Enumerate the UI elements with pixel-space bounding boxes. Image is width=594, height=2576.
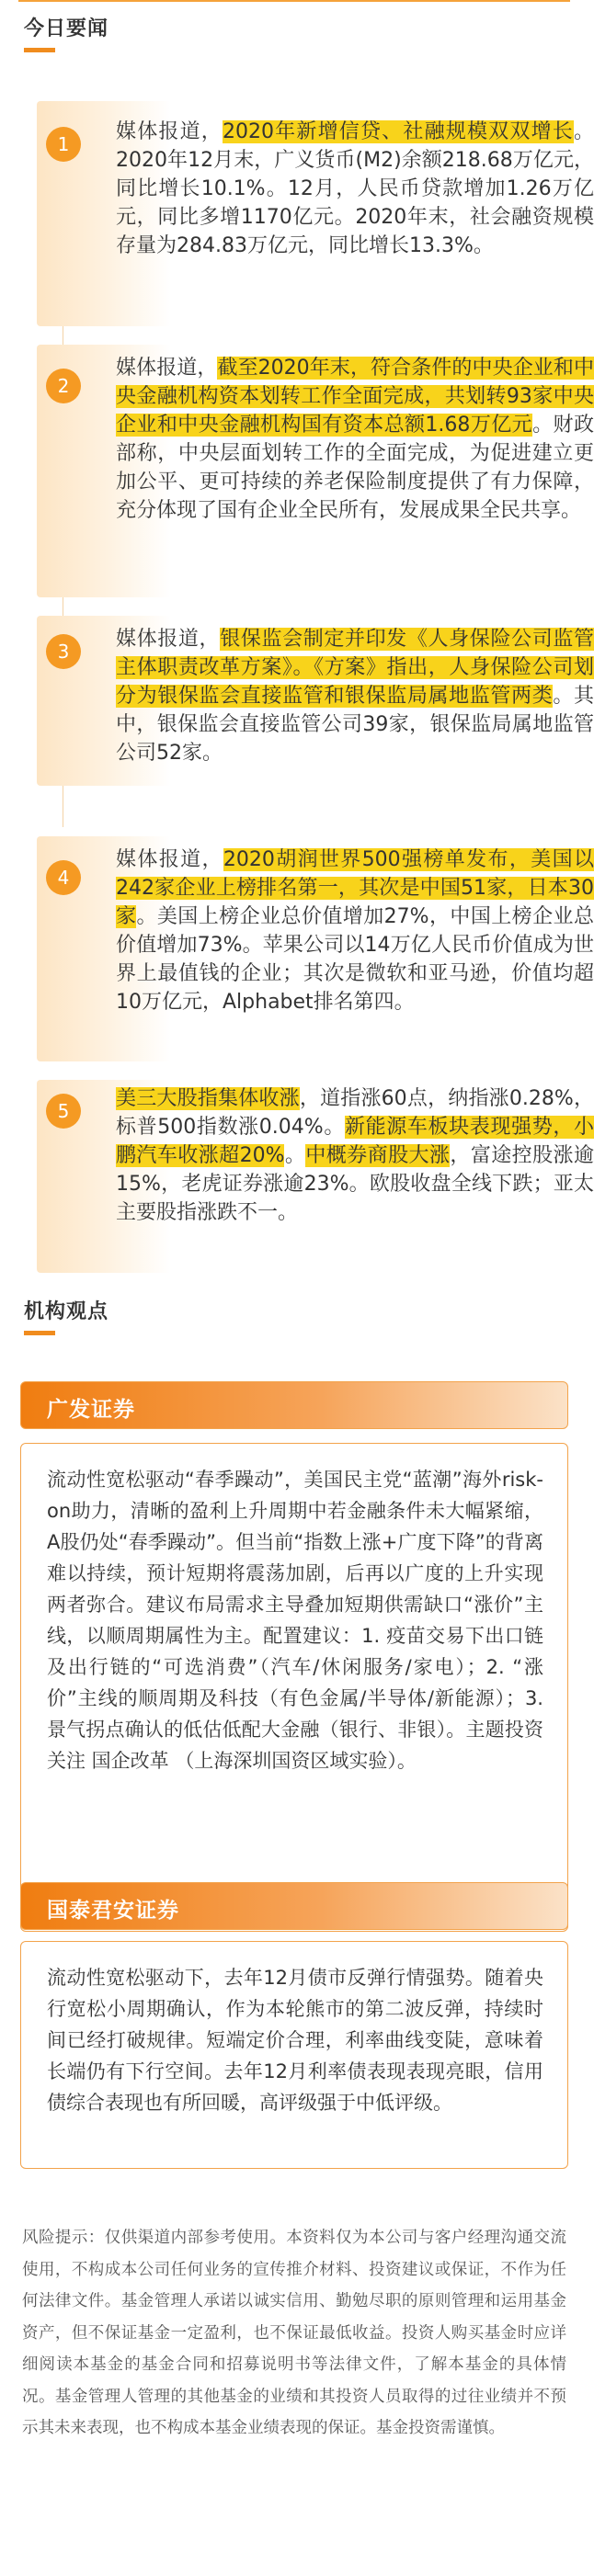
news-text <box>116 625 594 767</box>
institution-name: 国泰君安证券 <box>47 1899 179 1923</box>
highlighted-text: 2020年新增信贷、社融规模双双增长 <box>223 120 574 143</box>
institution-card-gf <box>20 1443 568 1932</box>
news-item-5 <box>37 1080 594 1273</box>
news-text-segment: 。财政部称，中央层面划转工作的全面完成，为促进建立更加公平、更可持续的养老保险制度提供了有力保障，充分体现了国有企业全民所有，发展成果全民共享。 <box>116 414 594 522</box>
news-item-3 <box>37 616 594 786</box>
news-title-underline <box>24 48 55 52</box>
news-number-badge: 2 <box>46 369 81 403</box>
news-number-badge: 5 <box>46 1094 81 1129</box>
news-section-title: 今日要闻 <box>24 17 109 40</box>
institution-header-gf <box>20 1381 568 1429</box>
highlighted-text: 美三大股指集体收涨 <box>116 1087 300 1110</box>
news-item-2 <box>37 345 594 597</box>
news-text <box>116 845 594 1016</box>
highlighted-text: 中概券商股大涨 <box>305 1144 451 1167</box>
news-text <box>116 118 594 260</box>
news-text-segment: ，道指涨60点，纳指涨0.28%，标普500指数涨0.04%。 <box>116 1087 594 1139</box>
institution-view-text: 流动性宽松驱动“春季躁动”，美国民主党“蓝潮”海外risk-on助力，清晰的盈利上升周期中若金融条件未大幅紧缩，A股仍处“春季躁动”。但当前“指数上涨+广度下降”的背离难以持续，预计短期将震荡加剧，后再以广度的上升实现两者弥合。建议布局需求主导叠加短期供需缺口“涨价”主线，以顺周期属性为主。配置建议：1. 疫苗交易下出口链及出行链的“可选消费”（汽车/休闲服务/家电）；2. “涨价”主线的顺周期及科技（有色金属/半导体/新能源）；3. 景气拐点确认的低估低配大金融（银行、非银）。主题投资关注 国企改革 （上海深圳国资区域实验）。 <box>47 1469 543 1772</box>
news-item-4 <box>37 836 594 1061</box>
news-text-segment: 媒体报道， <box>116 357 218 380</box>
highlighted-text: 截至2020年末，符合条件的中央企业和中央金融机构资本划转工作全面完成，共划转93家中央企业和中央金融机构国有资本总额1.68万亿元 <box>116 357 594 437</box>
news-number-badge: 3 <box>46 634 81 669</box>
news-text-segment: 。 <box>284 1144 306 1167</box>
institution-name: 广发证券 <box>47 1398 135 1422</box>
news-text <box>116 354 594 525</box>
views-title-underline <box>24 1331 55 1335</box>
highlighted-text: 2020胡润世界500强榜单发布，美国以242家企业上榜排名第一，其次是中国51家，日本30家 <box>116 848 594 928</box>
news-item-1 <box>37 101 594 326</box>
news-text-segment: 。2020年12月末，广义货币(M2)余额218.68万亿元，同比增长10.1%。12月，人民币贷款增加1.26万亿元，同比多增1170亿元。2020年末，社会融资规模存量为284.83万亿元，同比增长13.3%。 <box>116 120 594 257</box>
news-text-segment: 。其中，银保监会直接监管公司39家，银保监局属地监管公司52家。 <box>116 685 594 765</box>
institution-header-gtja <box>20 1882 568 1930</box>
top-divider <box>18 0 570 2</box>
news-text-segment: 媒体报道， <box>116 120 223 143</box>
news-text <box>116 1084 594 1227</box>
news-text-segment: 。美国上榜企业总价值增加27%，中国上榜企业总价值增加73%。苹果公司以14万亿人民币价值成为世界上最值钱的企业；其次是微软和亚马逊，价值均超10万亿元，Alphabet排名第四。 <box>116 905 594 1014</box>
highlighted-text: 新能源车板块表现强势，小鹏汽车收涨超20% <box>116 1116 594 1167</box>
news-number-badge: 1 <box>46 127 81 162</box>
institution-view-text: 流动性宽松驱动下，去年12月债市反弹行情强势。随着央行宽松小周期确认，作为本轮熊市的第二波反弹，持续时间已经打破规律。短端定价合理，利率曲线变陡，意味着长端仍有下行空间。去年12月利率债表现表现亮眼，信用债综合表现也有所回暖，高评级强于中低评级。 <box>47 1967 543 2114</box>
institution-card-gtja <box>20 1941 568 2169</box>
news-number-badge: 4 <box>46 860 81 895</box>
news-text-segment: 媒体报道， <box>116 628 221 651</box>
risk-disclaimer: 风险提示：仅供渠道内部参考使用。本资料仅为本公司与客户经理沟通交流使用，不构成本公司任何业务的宣传推介材料、投资建议或保证，不作为任何法律文件。基金管理人承诺以诚实信用、勤勉尽职的原则管理和运用基金资产，但不保证基金一定盈利，也不保证最低收益。投资人购买基金时应详细阅读本基金的基金合同和招募说明书等法律文件，了解本基金的具体情况。基金管理人管理的其他基金的业绩和其投资人员取得的过往业绩并不预示其未来表现，也不构成本基金业绩表现的保证。基金投资需谨慎。 <box>22 2229 566 2437</box>
news-text-segment: 媒体报道， <box>116 848 223 871</box>
highlighted-text: 银保监会制定并印发《人身保险公司监管主体职责改革方案》。《方案》指出，人身保险公司划分为银保监会直接监管和银保监局属地监管两类 <box>116 628 594 708</box>
news-text-segment: ，富途控股涨逾15%，老虎证券涨逾23%。欧股收盘全线下跌；亚太主要股指涨跌不一。 <box>116 1144 594 1224</box>
views-section-title: 机构观点 <box>24 1300 109 1323</box>
